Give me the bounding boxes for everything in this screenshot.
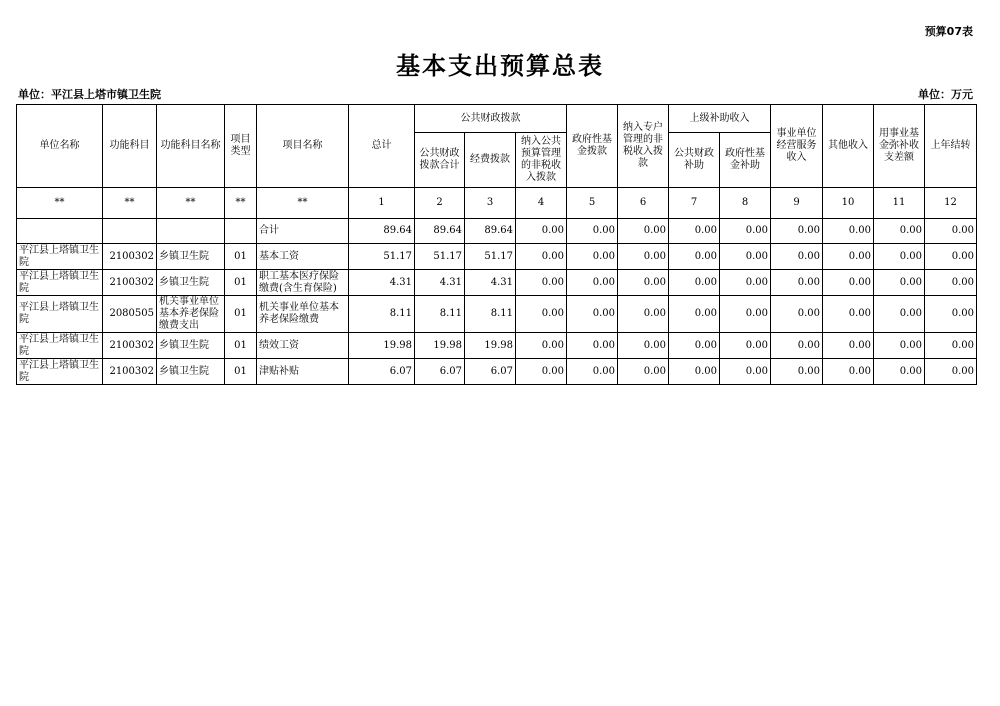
amount-cell: 0.00 <box>720 219 771 244</box>
amount-cell: 0.00 <box>669 359 720 385</box>
amount-cell: 0.00 <box>823 333 874 359</box>
amount-cell: 0.00 <box>720 244 771 270</box>
unit-name-cell: 平江县上塔镇卫生院 <box>17 244 103 270</box>
amount-cell: 0.00 <box>669 270 720 296</box>
amount-cell: 0.00 <box>823 359 874 385</box>
amount-cell: 0.00 <box>874 333 925 359</box>
header-gov-fund: 政府性基金拨款 <box>567 105 618 188</box>
amount-cell: 0.00 <box>516 270 567 296</box>
amount-cell: 0.00 <box>771 333 823 359</box>
amount-cell: 0.00 <box>874 270 925 296</box>
amount-cell: 0.00 <box>669 244 720 270</box>
amount-cell: 0.00 <box>669 219 720 244</box>
amount-cell: 0.00 <box>516 219 567 244</box>
table-row <box>17 296 977 333</box>
amount-cell: 89.64 <box>349 219 415 244</box>
index-cell: 1 <box>349 188 415 219</box>
amount-cell: 0.00 <box>720 270 771 296</box>
index-cell: 10 <box>823 188 874 219</box>
unit-name-cell: 平江县上塔镇卫生院 <box>17 296 103 333</box>
func-name-cell: 机关事业单位基本养老保险缴费支出 <box>157 296 225 333</box>
header-public-group: 公共财政拨款 <box>415 105 567 133</box>
form-code: 预算07表 <box>924 25 973 38</box>
item-type-cell: 01 <box>225 333 257 359</box>
amount-cell: 0.00 <box>874 219 925 244</box>
item-type-cell: 01 <box>225 270 257 296</box>
amount-cell: 0.00 <box>823 270 874 296</box>
amount-cell: 0.00 <box>925 219 977 244</box>
func-code-cell: 2100302 <box>103 244 157 270</box>
table-row <box>17 244 977 270</box>
amount-cell: 0.00 <box>567 270 618 296</box>
table-row <box>17 270 977 296</box>
unit-name-cell: 平江县上塔镇卫生院 <box>17 270 103 296</box>
amount-cell: 0.00 <box>567 359 618 385</box>
amount-cell: 0.00 <box>771 244 823 270</box>
table-row <box>17 359 977 385</box>
index-row <box>17 188 977 219</box>
index-cell: ** <box>103 188 157 219</box>
amount-cell: 8.11 <box>349 296 415 333</box>
table-cell <box>103 219 157 244</box>
index-cell: 7 <box>669 188 720 219</box>
table-cell <box>17 219 103 244</box>
amount-cell: 0.00 <box>925 333 977 359</box>
unit-name-cell: 平江县上塔镇卫生院 <box>17 333 103 359</box>
amount-cell: 6.07 <box>349 359 415 385</box>
header-total: 总计 <box>349 105 415 188</box>
amount-cell: 0.00 <box>567 333 618 359</box>
amount-cell: 0.00 <box>925 359 977 385</box>
amount-cell: 0.00 <box>874 359 925 385</box>
amount-cell: 0.00 <box>669 296 720 333</box>
amount-cell: 0.00 <box>874 296 925 333</box>
header-upper-gov: 政府性基金补助 <box>720 133 771 188</box>
header-upper-group: 上级补助收入 <box>669 105 771 133</box>
amount-cell: 89.64 <box>465 219 516 244</box>
index-cell: ** <box>225 188 257 219</box>
amount-cell: 0.00 <box>516 333 567 359</box>
unit-currency: 单位：万元 <box>918 88 973 101</box>
amount-cell: 8.11 <box>465 296 516 333</box>
header-item-name: 项目名称 <box>257 105 349 188</box>
amount-cell: 0.00 <box>618 333 669 359</box>
header-unit-name: 单位名称 <box>17 105 103 188</box>
amount-cell: 0.00 <box>874 244 925 270</box>
index-cell: 5 <box>567 188 618 219</box>
amount-cell: 0.00 <box>925 244 977 270</box>
amount-cell: 0.00 <box>720 333 771 359</box>
index-cell: ** <box>257 188 349 219</box>
header-carryover: 上年结转 <box>925 105 977 188</box>
header-nontax: 纳入公共预算管理的非税收入拨款 <box>516 133 567 188</box>
amount-cell: 0.00 <box>618 219 669 244</box>
table-row <box>17 333 977 359</box>
amount-cell: 0.00 <box>516 244 567 270</box>
item-name-cell: 职工基本医疗保险缴费(含生育保险) <box>257 270 349 296</box>
amount-cell: 0.00 <box>925 270 977 296</box>
amount-cell: 51.17 <box>349 244 415 270</box>
item-name-cell: 津贴补贴 <box>257 359 349 385</box>
amount-cell: 51.17 <box>415 244 465 270</box>
amount-cell: 89.64 <box>415 219 465 244</box>
amount-cell: 0.00 <box>925 296 977 333</box>
amount-cell: 0.00 <box>823 296 874 333</box>
header-funding: 经费拨款 <box>465 133 516 188</box>
amount-cell: 0.00 <box>567 296 618 333</box>
index-cell: 12 <box>925 188 977 219</box>
amount-cell: 0.00 <box>618 296 669 333</box>
amount-cell: 4.31 <box>465 270 516 296</box>
func-code-cell: 2100302 <box>103 359 157 385</box>
index-cell: 8 <box>720 188 771 219</box>
total-label: 合计 <box>257 219 349 244</box>
amount-cell: 0.00 <box>516 359 567 385</box>
amount-cell: 0.00 <box>720 296 771 333</box>
amount-cell: 19.98 <box>465 333 516 359</box>
item-type-cell: 01 <box>225 359 257 385</box>
header-func-code: 功能科目 <box>103 105 157 188</box>
func-name-cell: 乡镇卫生院 <box>157 359 225 385</box>
amount-cell: 0.00 <box>720 359 771 385</box>
amount-cell: 0.00 <box>771 270 823 296</box>
index-cell: 3 <box>465 188 516 219</box>
amount-cell: 0.00 <box>516 296 567 333</box>
amount-cell: 0.00 <box>823 244 874 270</box>
total-row <box>17 219 977 244</box>
header-special-nontax: 纳入专户管理的非税收入拨款 <box>618 105 669 188</box>
func-code-cell: 2100302 <box>103 333 157 359</box>
func-name-cell: 乡镇卫生院 <box>157 270 225 296</box>
amount-cell: 0.00 <box>618 359 669 385</box>
amount-cell: 0.00 <box>567 219 618 244</box>
amount-cell: 0.00 <box>618 244 669 270</box>
amount-cell: 6.07 <box>415 359 465 385</box>
header-public-total: 公共财政拨款合计 <box>415 133 465 188</box>
index-cell: 6 <box>618 188 669 219</box>
page-title: 基本支出预算总表 <box>396 51 604 80</box>
item-type-cell: 01 <box>225 244 257 270</box>
table-body <box>17 219 977 385</box>
func-code-cell: 2080505 <box>103 296 157 333</box>
amount-cell: 0.00 <box>567 244 618 270</box>
header-item-type: 项目类型 <box>225 105 257 188</box>
amount-cell: 0.00 <box>618 270 669 296</box>
amount-cell: 0.00 <box>823 219 874 244</box>
item-name-cell: 基本工资 <box>257 244 349 270</box>
header-func-name: 功能科目名称 <box>157 105 225 188</box>
index-cell: 9 <box>771 188 823 219</box>
index-cell: 11 <box>874 188 925 219</box>
unit-organization: 单位：平江县上塔市镇卫生院 <box>18 88 161 101</box>
header-service-income: 事业单位经营服务收入 <box>771 105 823 188</box>
index-cell: ** <box>157 188 225 219</box>
amount-cell: 19.98 <box>415 333 465 359</box>
amount-cell: 51.17 <box>465 244 516 270</box>
amount-cell: 0.00 <box>669 333 720 359</box>
amount-cell: 6.07 <box>465 359 516 385</box>
func-code-cell: 2100302 <box>103 270 157 296</box>
item-name-cell: 机关事业单位基本养老保险缴费 <box>257 296 349 333</box>
index-cell: ** <box>17 188 103 219</box>
amount-cell: 4.31 <box>415 270 465 296</box>
header-other-income: 其他收入 <box>823 105 874 188</box>
amount-cell: 19.98 <box>349 333 415 359</box>
amount-cell: 0.00 <box>771 219 823 244</box>
item-type-cell: 01 <box>225 296 257 333</box>
header-upper-public: 公共财政补助 <box>669 133 720 188</box>
amount-cell: 0.00 <box>771 359 823 385</box>
func-name-cell: 乡镇卫生院 <box>157 244 225 270</box>
index-cell: 2 <box>415 188 465 219</box>
amount-cell: 8.11 <box>415 296 465 333</box>
item-name-cell: 绩效工资 <box>257 333 349 359</box>
amount-cell: 0.00 <box>771 296 823 333</box>
table-cell <box>157 219 225 244</box>
amount-cell: 4.31 <box>349 270 415 296</box>
table-header <box>17 105 977 219</box>
table-cell <box>225 219 257 244</box>
header-fund-makeup: 用事业基金弥补收支差额 <box>874 105 925 188</box>
index-cell: 4 <box>516 188 567 219</box>
budget-table <box>16 104 977 385</box>
func-name-cell: 乡镇卫生院 <box>157 333 225 359</box>
unit-name-cell: 平江县上塔镇卫生院 <box>17 359 103 385</box>
